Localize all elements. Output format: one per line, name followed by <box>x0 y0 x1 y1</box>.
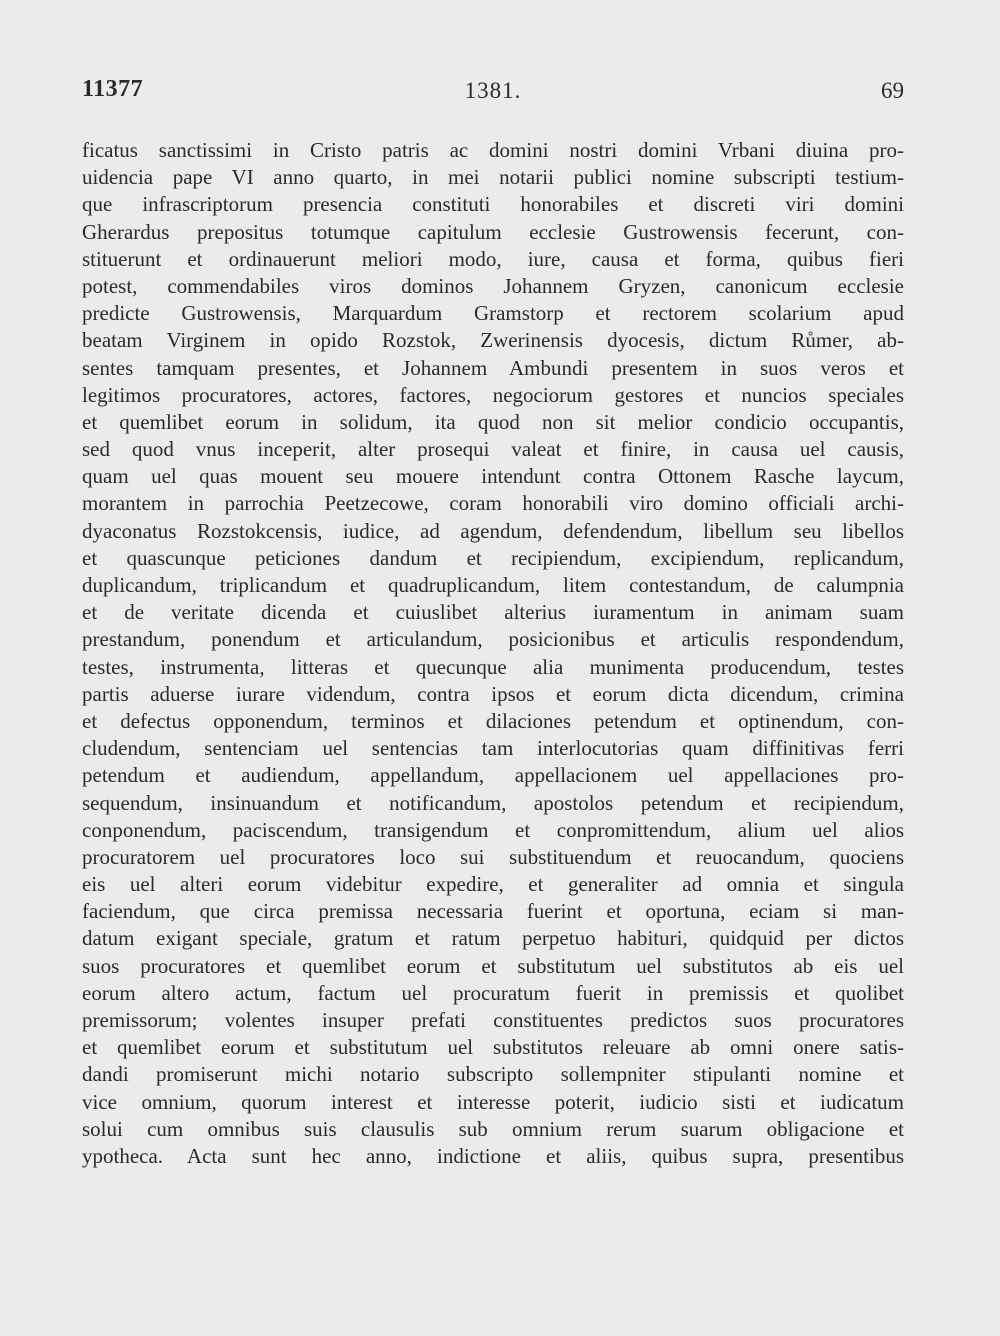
text-line: premissorum; volentes insuper prefati constituentes predictos suos procuratores <box>82 1008 904 1032</box>
text-line: ficatus sanctissimi in Cristo patris ac domini nostri domini Vrbani diuina pro- <box>82 138 904 162</box>
text-line: partis aduerse iurare videndum, contra ipsos et eorum dicta dicendum, crimina <box>82 681 904 706</box>
text-line: faciendum, que circa premissa necessaria fuerint et oportuna, eciam si man- <box>82 899 904 924</box>
text-line: et defectus opponendum, terminos et dilaciones petendum et optinendum, con- <box>82 708 904 733</box>
text-line: vice omnium, quorum interest et interesse poterit, iudicio sisti et iudicatum <box>82 1089 904 1114</box>
document-number: 11377 <box>82 76 144 102</box>
text-line: duplicandum, triplicandum et quadruplicandum, litem contestandum, de calumpnia <box>82 573 904 597</box>
text-line: beatam Virginem in opido Rozstok, Zwerinensis dyocesis, dictum Růmer, ab- <box>82 328 904 353</box>
text-line: que infrascriptorum presencia constituti honorabiles et discreti viri domini <box>82 192 904 217</box>
year-heading: 1381. <box>464 78 522 103</box>
running-header <box>82 76 904 110</box>
text-line: procuratorem uel procuratores loco sui substituendum et reuocandum, quociens <box>82 844 904 869</box>
text-line: suos procuratores et quemlibet eorum et substitutum uel substitutos ab eis uel <box>82 953 904 978</box>
text-line: testes, instrumenta, litteras et quecunque alia munimenta producendum, testes <box>82 654 904 679</box>
text-line: cludendum, sentenciam uel sentencias tam interlocutorias quam diffinitivas ferri <box>82 736 904 761</box>
text-line: sequendum, insinuandum et notificandum, apostolos petendum et recipiendum, <box>82 790 904 815</box>
text-line: eorum altero actum, factum uel procuratum fuerit in premissis et quolibet <box>82 980 904 1005</box>
text-line: morantem in parrochia Peetzecowe, coram honorabili viro domino officiali archi- <box>82 491 904 516</box>
text-line: conponendum, paciscendum, transigendum et conpromittendum, alium uel alios <box>82 817 904 842</box>
text-line: et quemlibet eorum et substitutum uel substitutos releuare ab omni onere satis- <box>82 1035 904 1060</box>
text-line: et de veritate dicenda et cuiuslibet alterius iuramentum in animam suam <box>82 600 904 625</box>
text-line: petendum et audiendum, appellandum, appellacionem uel appellaciones pro- <box>82 763 904 788</box>
text-line: eis uel alteri eorum videbitur expedire, et generaliter ad omnia et singula <box>82 872 904 897</box>
text-line: sed quod vnus inceperit, alter prosequi valeat et finire, in causa uel causis, <box>82 437 904 462</box>
text-line: prestandum, ponendum et articulandum, posicionibus et articulis respondendum, <box>82 627 904 652</box>
text-line: dandi promiserunt michi notario subscripto sollempniter stipulanti nomine et <box>82 1062 904 1087</box>
text-line: sentes tamquam presentes, et Johannem Ambundi presentem in suos veros et <box>82 355 904 380</box>
text-line: datum exigant speciale, gratum et ratum perpetuo habituri, quidquid per dictos <box>82 926 904 951</box>
text-line: potest, commendabiles viros dominos Johannem Gryzen, canonicum ecclesie <box>82 273 904 298</box>
text-line: legitimos procuratores, actores, factores, negociorum gestores et nuncios speciales <box>82 382 904 407</box>
text-line: dyaconatus Rozstokcensis, iudice, ad agendum, defendendum, libellum seu libellos <box>82 518 904 543</box>
text-line: solui cum omnibus suis clausulis sub omnium rerum suarum obligacione et <box>82 1116 904 1141</box>
page-number: 69 <box>881 78 904 103</box>
text-line: stituerunt et ordinauerunt meliori modo, iure, causa et forma, quibus fieri <box>82 246 904 271</box>
text-line: quam uel quas mouent seu mouere intendunt contra Ottonem Rasche laycum, <box>82 464 904 489</box>
text-line: Gherardus prepositus totumque capitulum ecclesie Gustrowensis fecerunt, con- <box>82 219 904 244</box>
body-text <box>82 137 904 1170</box>
text-line: uidencia pape VI anno quarto, in mei notarii publici nomine subscripti testium- <box>82 165 904 190</box>
text-line: predicte Gustrowensis, Marquardum Gramstorp et rectorem scolarium apud <box>82 301 904 326</box>
text-line: ypotheca. Acta sunt hec anno, indictione et aliis, quibus supra, presentibus <box>82 1143 904 1168</box>
text-line: et quascunque peticiones dandum et recipiendum, excipiendum, replicandum, <box>82 545 904 570</box>
text-line: et quemlibet eorum in solidum, ita quod non sit melior condicio occupantis, <box>82 409 904 434</box>
